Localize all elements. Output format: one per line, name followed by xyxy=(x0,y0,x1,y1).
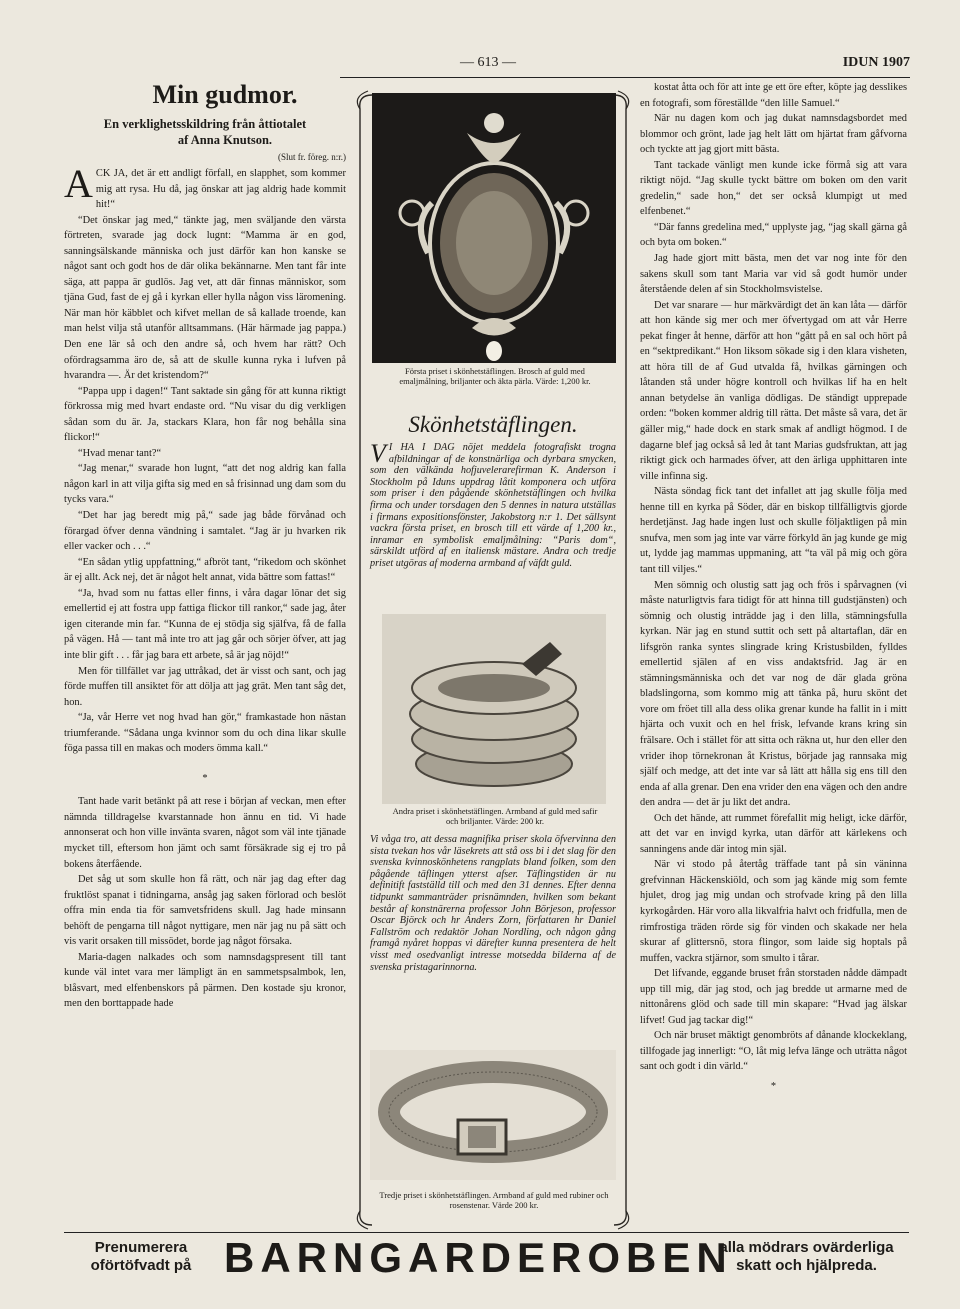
paragraph: kostat åtta och för att inte ge ett öre efter, köpte jag desslikes en fotografi, som föreställde “den lille Samuel.“ xyxy=(640,82,907,109)
intro-text: I HA I DAG nöjet meddela fotografiskt trogna afbildningar af de konstnärliga och dyrbara smycken, som den välkända hofjuvelerarefirman K. Anderson i Stockholm på Iduns uppdrag låtit komponera och utföra som priser i den pågående skönhetstäflingen och hvilka firma och under torsdagen den 5 dennes in natura utställas i firmans expositionsfönster, Jakobstorg n:r 1. Det sällsynt vackra första priset, en brosch till ett värde af 1,200 kr., inramar en symbolisk emaljmålning: “Paris dom“, särskildt utförd af en italiensk mästare. Andra och tredje priset utgöras af moderna armband af väfdt guld. xyxy=(370,442,616,569)
paragraph: Tant tackade vänligt men kunde icke förmå sig att vara riktigt nöjd. “Jag skulle tyckt bättre om boken om den varit gredelin,“ sade hon,“ det ser också klumpigt ut med elfenbenet.“ xyxy=(640,159,907,218)
end-mark: * xyxy=(770,1081,777,1092)
paragraph: “En sådan ytlig uppfattning,“ afbröt tant, “rikedom och skönhet är ej allt. Ack nej, det är något helt annat, vida bättre som fattas!“ xyxy=(64,556,346,584)
contest-body: Vi våga tro, att dessa magnifika priser skola öfvervinna den sista tvekan hos vår läsekrets att stå oss bi i det slag för den svenska kvinnoskönhetens rangplats bland folken, som den pågående täflingen ytterst afser. Täflingstiden är nu definitift fastställd till och med den 31 dennes. Efter denna tidpunkt sammanträder prisnämnden, hvilken som bekant består af konstnärerna professor John Börjeson, professor Oscar Björck och hr Anders Zorn, författaren hr Daniel Fallström och redaktör Johan Nordling, och någon gång framgå nyåret hoppas vi därefter kunna presentera de helt visst med osedvanligt intresse motsedda bilderna af de svenska pristagarinnorna. xyxy=(370,834,616,973)
paragraph xyxy=(64,161,346,213)
paragraph: “Jag menar,“ svarade hon lugnt, “att det nog aldrig kan falla någon karl in att vilja gifta sig med en så frisinnad ung dam som du tycks vara.“ xyxy=(64,463,346,506)
section-separator: * xyxy=(202,772,208,784)
story-column-1 xyxy=(64,80,346,1012)
magazine-issue: IDUN 1907 xyxy=(842,55,910,70)
story-paragraphs-continued xyxy=(640,80,907,1075)
story-title: Min gudmor. xyxy=(152,80,298,109)
paragraph: Tant hade varit betänkt på att rese i början af veckan, men efter nämnda tilldragelse kvarstannade hon ännu en tid. Vi hade annonserat och hon ville invänta svaren, något som väl inte tjänade mycket till, eftersom hon jämt och samt försäkrade sig ej tro på bokens återfående. xyxy=(64,796,346,870)
paragraph: Men sömnig och olustig satt jag och frös i spårvagnen (vi måste naturligtvis fara tidigt för att hinna till gudstjänsten) och sömnig och olustig inträdde jag i den lilla, stämningsfulla kyrkan. När jag en stund suttit och sett på altartaflan, där en lifsgrön ranka syntes slingrade kring Kristusbilden, fylldes emellertid själen af en viss andaktsfrid. Jag är en stämningsmänniska och det var nog de där glada gröna bladslingorna, som kommo mig att tänka på, huru skönt det vore om fröet till alla dess olika grenar kunde ha fallit in i mitt hjärta och vuxit och en hel frisk, lefvande krans kring sin frälsare. Och i stället för att sitta och räkna ut, hur den eller den vrider ihop törnekronan åt Kristus, började jag rannsaka mig själf och medge, att det inte var så lätt att hålla sig ens till den enda af alla grenar. Den ena vrider den ena vägen och den andre den andra — det är ju likt det andra. xyxy=(640,579,907,809)
paragraph: Och när bruset mäktigt genombröts af dånande klockeklang, tillfogade jag innerligt: “O, låt mig lefva länge och uträtta något sant och godt i din värld.“ xyxy=(640,1030,907,1073)
snake-bracelet-photo xyxy=(382,614,606,804)
paragraph: Men för tillfället var jag uttråkad, det är visst och sant, och jag förde muffen till ansiktet för att dölja att jag grät. Men tant såg det, hon. xyxy=(64,665,346,708)
paragraph: Maria-dagen nalkades och som namnsdagspresent till tant kunde väl intet vara mer lämpligt än en sammetspsalmbok, len, blåsvart, med elfenbenskors på pärmen. Den kostade sju kronor, men den borttappade hade xyxy=(64,951,346,1010)
continuation-note: (Slut fr. föreg. n:r.) xyxy=(278,152,346,162)
story-subtitle: En verklighetsskildring från åttiotalet xyxy=(103,117,307,131)
caption-first-prize: Första priset i skönhetstäflingen. Brosch af guld med emaljmålning, briljanter och äkta pärla. Värde: 1,200 kr. xyxy=(399,366,591,386)
intro-drop-cap: V xyxy=(370,439,386,468)
paragraph: “Det önskar jag med,“ tänkte jag, men sväljande den värsta förtreten, svarade jag dock lugnt: “Mamma är en god, sanningsälskande människa och just därför kan hon kanske se något sant och godt hos de där olika bekännarne. Men tant får inte säga, att pappa är gudlös. Jag vet, att där finnas människor, som tjäna Gud, fast de ej gå i kyrkan eller hylla någon viss läromening. När man hör käbblet och kifvet mellan de så kallade troende, kan man helst vilja stå utanför alltsammans. (Här härmade jag pappa.) Den ene lär så och den andre så, och hvem har rätt? Och ofördragsamma äro de, så att de skulle kunna ryka i lufven på hvarandra —. Är det kristendom?“ xyxy=(64,214,346,382)
contest-intro xyxy=(370,439,616,570)
paragraph: När vi stodo på återtåg träffade tant på sin väninna grefvinnan Häckenskiöld, och som jag kände mig som femte hjulet, drog jag mig undan och strofvade kring på den lilla kyrkogården. Här voro alla likvalfria halvt och fridfulla, men de rimfrostiga träden rörde sig för vinden och skakade ner hela skurar af glittersnö, stora flingor, som laide sig hoptals på muffen, vackra stjärnor, som smulto i tårar. xyxy=(640,859,907,964)
page-header xyxy=(340,55,910,78)
paragraph: Jag hade gjort mitt bästa, men det var nog inte för den sakens skull som tant Maria var vid så godt humör under återstående delen af sin Stockholmsvistelse. xyxy=(640,253,907,296)
footer-right-text: alla mödrars ovärderliga skatt och hjälpreda. xyxy=(719,1239,894,1274)
caption-second-prize: Andra priset i skönhetstäflingen. Armband af guld med safir och briljanter. Värde: 200 kr. xyxy=(392,806,598,826)
page-number: — 613 — xyxy=(460,55,516,70)
story-paragraphs-after-break xyxy=(64,794,346,1012)
footer-magazine-name: BARNGARDEROBEN xyxy=(224,1234,733,1281)
drop-cap: A xyxy=(64,161,93,206)
story-column-3 xyxy=(640,80,907,1103)
paragraph: Det såg ut som skulle hon få rätt, och när jag dag efter dag fruktlöst spanat i tidningarna, ansåg jag saken förlorad och beslöt offra min enda tia för samvetsfridens skull. Jag hade minsann behöft de pengarna till något nyttigare, men när jag nu på sätt och vis varit orsaken till missödet, borde jag något försaka. xyxy=(64,874,346,948)
belt-bracelet-photo xyxy=(370,1050,616,1180)
paragraph: Nästa söndag fick tant det infallet att jag skulle följa med henne till en kyrka på Söder, där en biskop tillfälligtvis gjorde herdetjänst. Jag hade ingen lust och skulle följaktligen på min snufva, men som jag inte var värre förkyld än jag kunde ge mig ut, lydde jag mammas uppmaning, att “ta väl på mig och göra tant till viljes.“ xyxy=(640,486,907,575)
story-author: af Anna Knutson. xyxy=(177,133,273,147)
caption-third-prize: Tredje priset i skönhetstäflingen. Armband af guld med rubiner och rosenstenar. Värde 200 kr. xyxy=(379,1190,609,1210)
paragraph: Det lifvande, eggande bruset från storstaden nådde dämpadt upp till mig, där jag stod, och jag bredde ut armarne med de nittonårens glöd och sade till min skapare: “Hvad jag älskar lifvet! Gud jag tackar dig!“ xyxy=(640,968,907,1026)
paragraph: Och det hände, att rummet förefallit mig heligt, icke därför, att det var en invigd kyrka, utan därför att kärlekens och sanningens ande där intog min själ. xyxy=(640,812,907,855)
paragraph: “Det har jag beredt mig på,“ sade jag både förvånad och förargad öfver denna vändning i samtalet. “Jag är ju hvarken rik eller vacker och . . .“ xyxy=(64,510,346,553)
paragraph: “Pappa upp i dagen!“ Tant saktade sin gång för att kunna riktigt förkrossa mig med hvart endaste ord. “Nu visar du dig verkligen sådan som du är. Ja, stackars Klara, hon får nog behålla sina flickor!“ xyxy=(64,385,346,444)
section-title: Skönhetstäflingen. xyxy=(408,412,578,437)
brooch-photo xyxy=(372,93,616,363)
paragraph: Det var snarare — hur märkvärdigt det än kan låta — därför att hon kände sig mer och mer öfvertygad om att vår Herre pekat finger åt henne, därför att hon “gått på en sal och hört på en “sektpredikant.“ Hon liksom sökade sig i den klara visheten, att höra till de af Gud utvalda få, hvilkas gärningen och låtanden stå under högre kontroll och hvilkas lif ha en helt annan betydelse än vanliga dödligas. De ständigt upprepade orden: “boken kommer aldrig till rätta. Det måste så vara, det är gäller mig,“ hade dock en stark smak af andligt högmod. I de dagarne blef jag också så led åt tant Marias gudsfruktan, att jag riktigt gick och harmades öfver, att den ärliga upphittaren inte ville infinna sig. xyxy=(640,299,907,482)
paragraph: “Ja, vår Herre vet nog hvad han gör,“ framkastade hon nästan triumferande. “Sådana unga kvinnor som du och dina likar skulle föga passa till en makas och moders ömma kall.“ xyxy=(64,712,346,755)
paragraph: “Hvad menar tant?“ xyxy=(78,447,162,459)
footer-left-text: Prenumerera oförtöfvadt på xyxy=(90,1239,192,1274)
paragraph: “Ja, hvad som nu fattas eller finns, i våra dagar lönar det sig emellertid ej att fostra upp fattiga flickor till rankor,“ sade jag, åter igen citerande min far. “Kunna de ej stödja sig själfva, få de falla på vägen. Hå — tant må inte tro att jag går och sörjer öfver, att jag inte blir gift . . . får jag bara ett arbete, så är jag nöjd!“ xyxy=(64,587,346,661)
story-paragraphs xyxy=(64,161,346,757)
paragraph-text: CK JA, det är ett andligt förfall, en slapphet, som kommer mig att rysa. Hu då, jag önskar att jag aldrig hade kommit hit!“ xyxy=(95,168,346,211)
paragraph: “Där fanns gredelina med,“ upplyste jag, “jag skall gärna gå och byta om boken.“ xyxy=(640,221,907,249)
paragraph: När nu dagen kom och jag dukat namnsdagsbordet med blommor och grönt, lade jag helt lätt om hjärtat fram gåfvorna och tyckte att jag gjort mitt bästa. xyxy=(640,113,907,156)
footer-advertisement xyxy=(64,1232,909,1285)
